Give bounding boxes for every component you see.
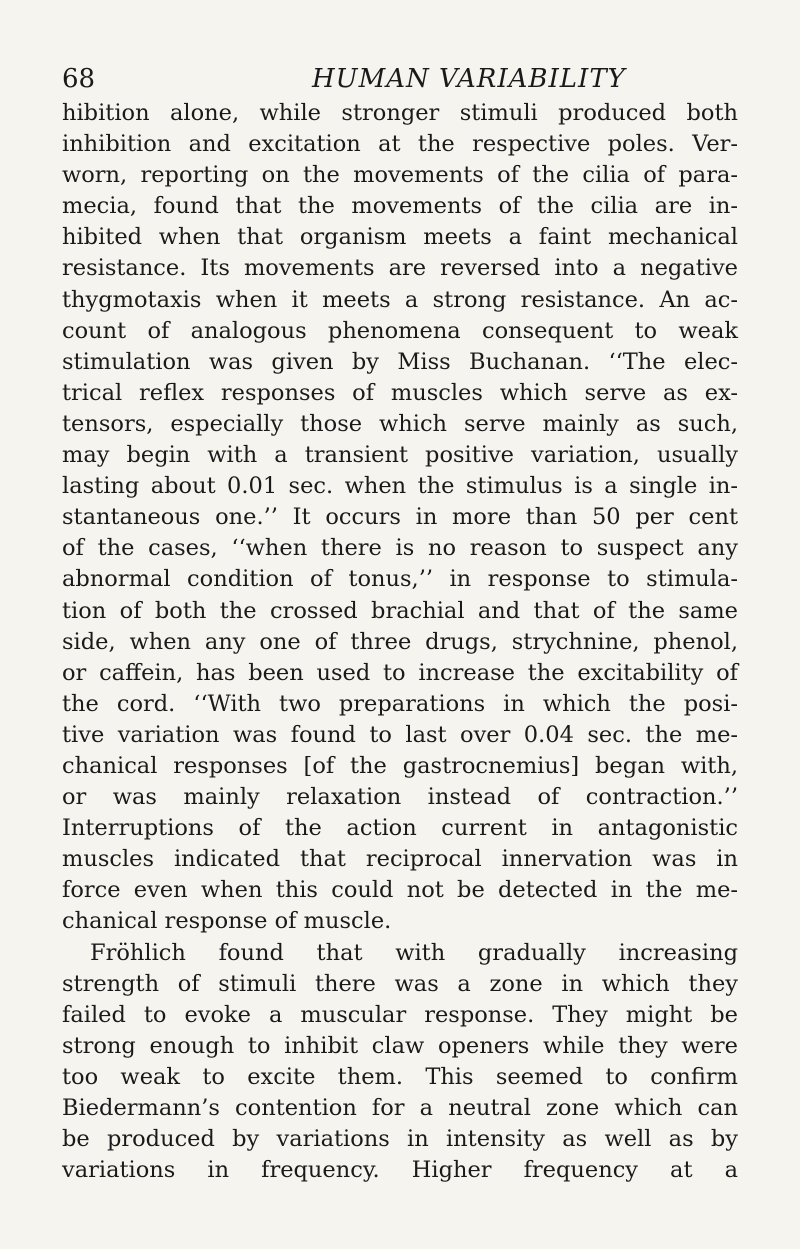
page-header xyxy=(62,62,732,96)
text-line: failed to evoke a muscular response. They might be xyxy=(62,1001,738,1028)
text-line: muscles indicated that reciprocal innervation was in xyxy=(62,846,738,873)
text-line: the cord. ‘‘With two preparations in which the posi- xyxy=(62,690,738,717)
text-line: chanical responses [of the gastrocnemius] began with, xyxy=(62,752,738,779)
text-line: stimulation was given by Miss Buchanan. ‘‘The elec- xyxy=(62,348,738,375)
text-line: Biedermann’s contention for a neutral zone which can xyxy=(62,1095,738,1121)
text-line: or caffein, has been used to increase the excitability of xyxy=(62,659,738,686)
text-line: stantaneous one.’’ It occurs in more than 50 per cent xyxy=(62,504,738,531)
text-line: be produced by variations in intensity as well as by xyxy=(62,1126,738,1153)
text-line: lasting about 0.01 sec. when the stimulus is a single in- xyxy=(62,473,738,500)
text-line: side, when any one of three drugs, strychnine, phenol, xyxy=(62,628,738,655)
page-number: 68 xyxy=(62,64,96,94)
text-line: tion of both the crossed brachial and that of the same xyxy=(62,597,738,624)
text-line: hibited when that organism meets a faint mechanical xyxy=(62,224,738,251)
text-line: mecia, found that the movements of the cilia are in- xyxy=(62,193,738,220)
text-line: resistance. Its movements are reversed into a negative xyxy=(62,255,738,282)
body-text xyxy=(62,98,738,1186)
text-line: Fröhlich found that with gradually increasing xyxy=(90,939,738,966)
text-line: force even when this could not be detected in the me- xyxy=(62,877,738,904)
text-line: thygmotaxis when it meets a strong resistance. An ac- xyxy=(62,286,738,313)
text-line: abnormal condition of tonus,’’ in response to stimula- xyxy=(62,566,738,593)
running-head: HUMAN VARIABILITY xyxy=(312,64,626,94)
text-line: may begin with a transient positive variation, usually xyxy=(62,442,738,469)
text-line: inhibition and excitation at the respective poles. Ver- xyxy=(62,131,738,158)
text-line: or was mainly relaxation instead of contraction.’’ xyxy=(62,784,738,811)
text-line: trical reflex responses of muscles which serve as ex- xyxy=(62,379,738,406)
text-line: hibition alone, while stronger stimuli produced both xyxy=(62,100,738,126)
text-line: chanical response of muscle. xyxy=(62,908,392,935)
text-line: of the cases, ‘‘when there is no reason to suspect any xyxy=(62,535,738,562)
text-line: tensors, especially those which serve mainly as such, xyxy=(62,410,738,437)
text-line: worn, reporting on the movements of the cilia of para- xyxy=(62,162,738,189)
text-line: strength of stimuli there was a zone in which they xyxy=(62,970,738,997)
text-line: variations in frequency. Higher frequency at a xyxy=(62,1157,738,1184)
text-line: Interruptions of the action current in antagonistic xyxy=(62,815,738,842)
text-line: strong enough to inhibit claw openers while they were xyxy=(62,1032,738,1059)
text-line: too weak to excite them. This seemed to confirm xyxy=(62,1063,738,1090)
text-line: count of analogous phenomena consequent to weak xyxy=(62,317,738,344)
text-line: tive variation was found to last over 0.04 sec. the me- xyxy=(62,721,738,748)
